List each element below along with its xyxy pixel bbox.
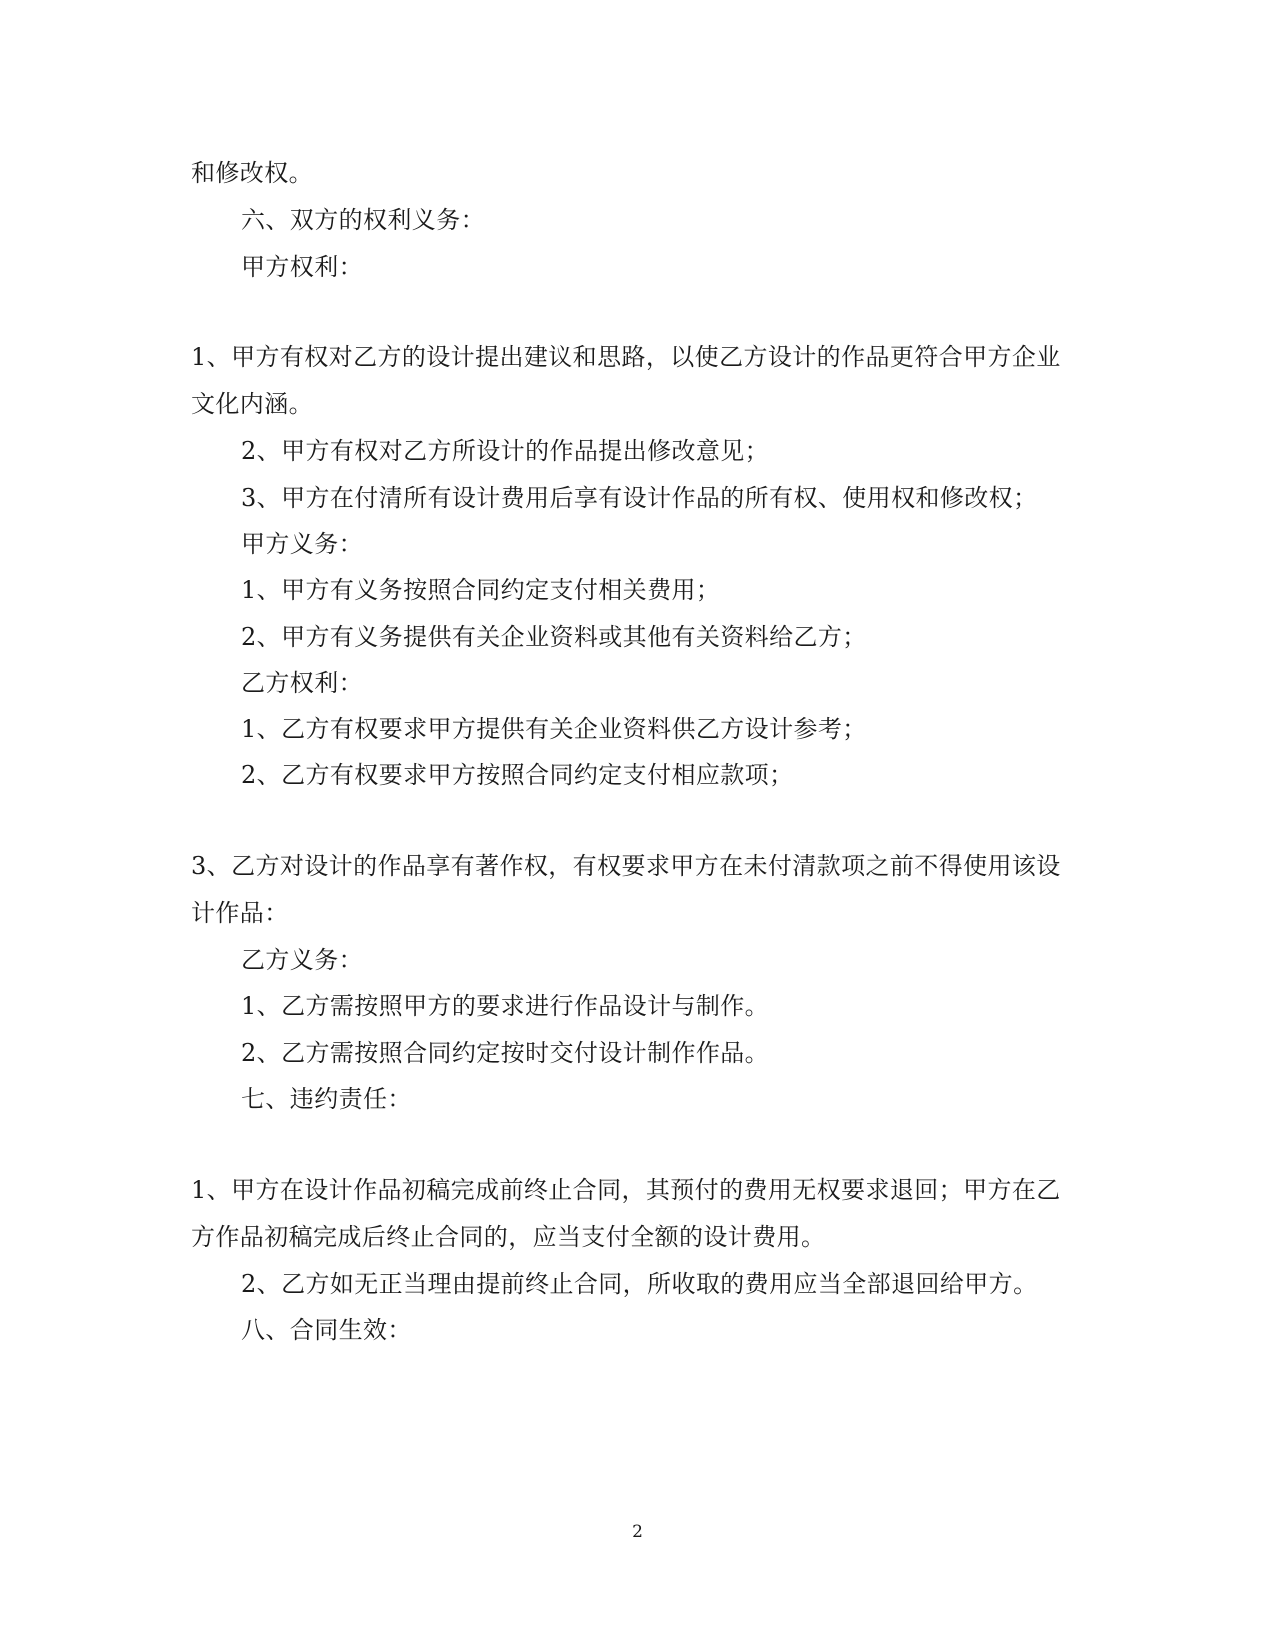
text-line: 2、甲方有权对乙方所设计的作品提出修改意见； bbox=[241, 437, 770, 465]
text-line: 2、乙方需按照合同约定按时交付设计制作作品。 bbox=[241, 1039, 770, 1067]
text-line: 3、乙方对设计的作品享有著作权，有权要求甲方在未付清款项之前不得使用该设 bbox=[191, 852, 1061, 880]
text-line: 1、甲方有权对乙方的设计提出建议和思路，以使乙方设计的作品更符合甲方企业 bbox=[191, 343, 1061, 371]
text-line: 方作品初稿完成后终止合同的，应当支付全额的设计费用。 bbox=[191, 1223, 826, 1251]
section-heading: 七、违约责任： bbox=[241, 1085, 412, 1113]
text-line: 2、乙方有权要求甲方按照合同约定支付相应款项； bbox=[241, 761, 794, 789]
section-heading: 六、双方的权利义务： bbox=[241, 206, 485, 234]
text-line: 和修改权。 bbox=[191, 159, 313, 187]
text-line: 3、甲方在付清所有设计费用后享有设计作品的所有权、使用权和修改权； bbox=[241, 484, 1038, 512]
text-line: 1、甲方有义务按照合同约定支付相关费用； bbox=[241, 576, 721, 604]
sub-heading: 乙方义务： bbox=[241, 946, 363, 974]
text-line: 1、甲方在设计作品初稿完成前终止合同，其预付的费用无权要求退回；甲方在乙 bbox=[191, 1176, 1061, 1204]
text-line: 1、乙方需按照甲方的要求进行作品设计与制作。 bbox=[241, 992, 770, 1020]
text-line: 计作品： bbox=[191, 899, 289, 927]
sub-heading: 乙方权利： bbox=[241, 669, 363, 697]
section-heading: 八、合同生效： bbox=[241, 1316, 412, 1344]
sub-heading: 甲方义务： bbox=[241, 530, 363, 558]
page-number: 2 bbox=[632, 1522, 643, 1542]
text-line: 2、乙方如无正当理由提前终止合同，所收取的费用应当全部退回给甲方。 bbox=[241, 1270, 1038, 1298]
text-line: 1、乙方有权要求甲方提供有关企业资料供乙方设计参考； bbox=[241, 715, 867, 743]
text-line: 2、甲方有义务提供有关企业资料或其他有关资料给乙方； bbox=[241, 623, 867, 651]
sub-heading: 甲方权利： bbox=[241, 253, 363, 281]
text-line: 文化内涵。 bbox=[191, 390, 313, 418]
